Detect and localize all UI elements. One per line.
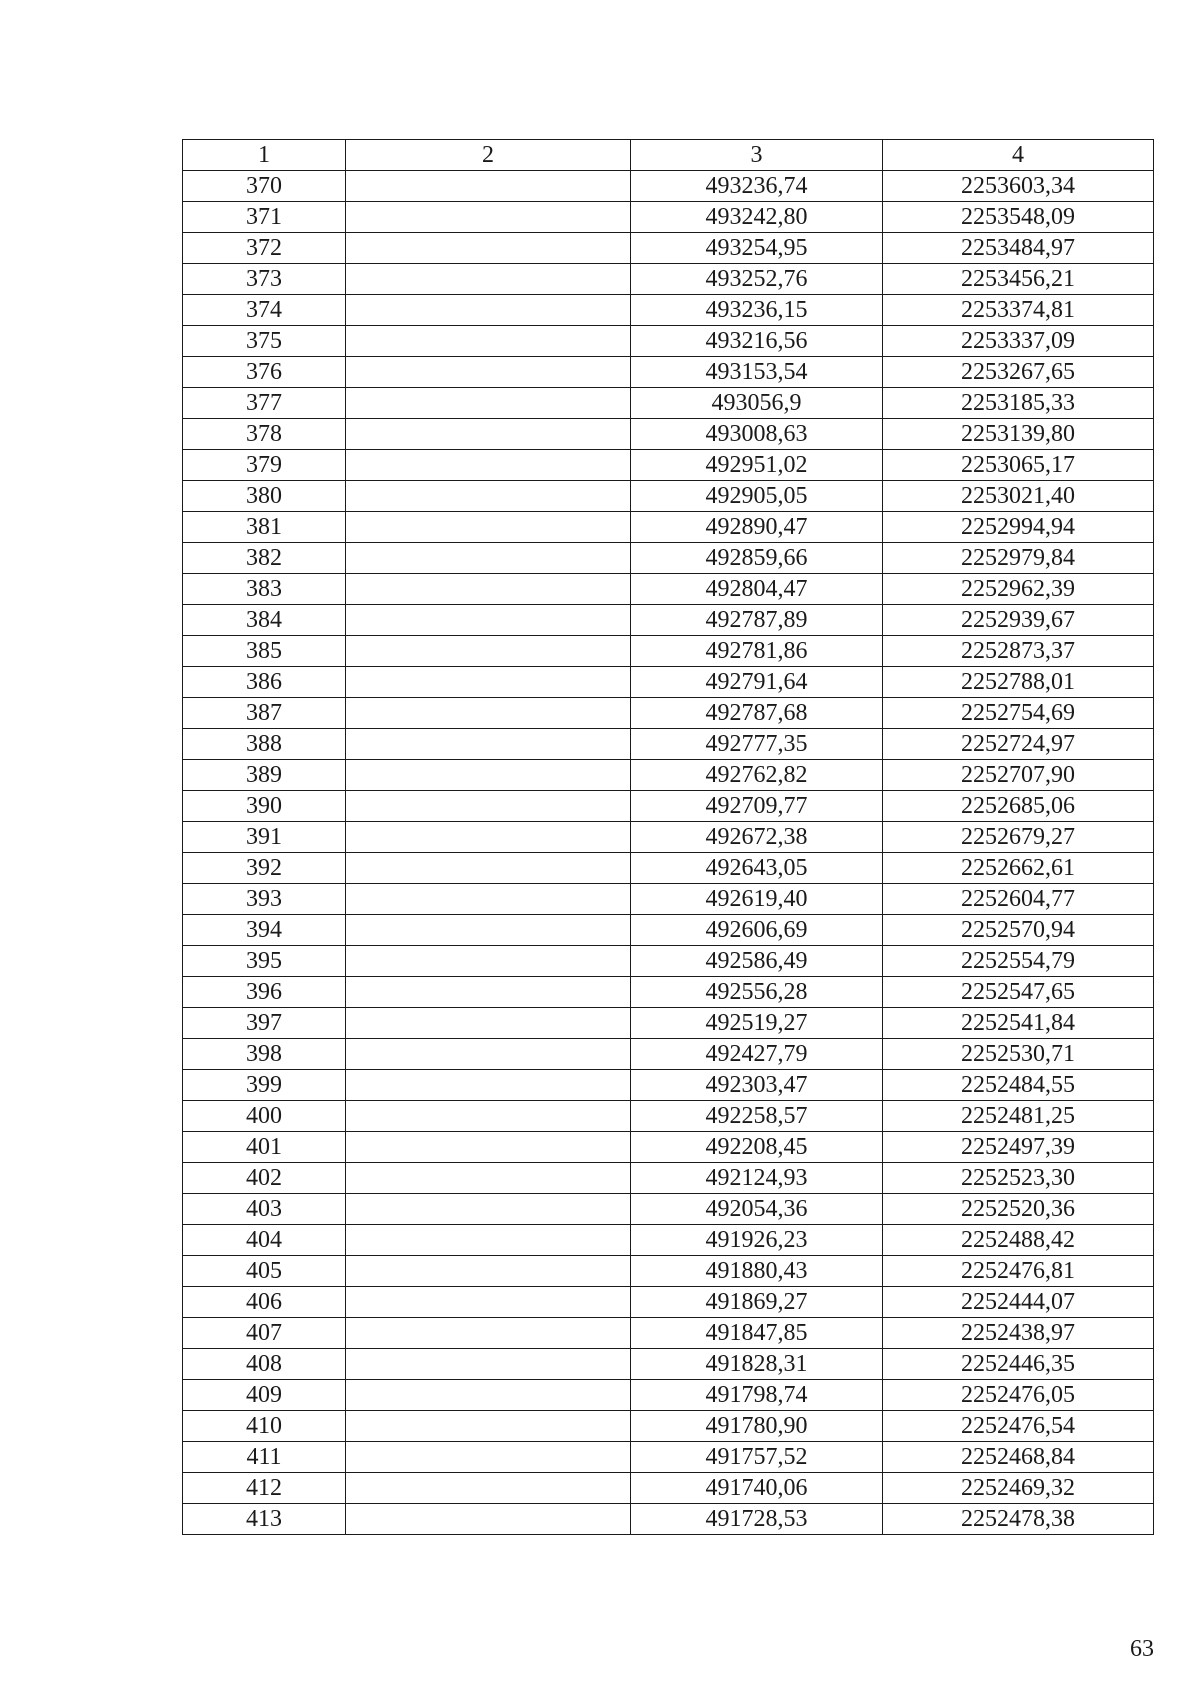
name-cell	[346, 729, 631, 760]
table-row	[183, 698, 1154, 729]
name-cell	[346, 853, 631, 884]
table-row	[183, 1411, 1154, 1442]
y-coordinate-cell: 2252939,67	[883, 605, 1154, 636]
point-number-cell: 378	[183, 419, 346, 450]
name-cell	[346, 1287, 631, 1318]
y-coordinate-cell: 2252446,35	[883, 1349, 1154, 1380]
point-number-cell: 400	[183, 1101, 346, 1132]
table-body	[183, 171, 1154, 1535]
name-cell	[346, 1225, 631, 1256]
point-number-cell: 372	[183, 233, 346, 264]
x-coordinate-cell: 493242,80	[631, 202, 883, 233]
x-coordinate-cell: 492787,68	[631, 698, 883, 729]
y-coordinate-cell: 2252478,38	[883, 1504, 1154, 1535]
x-coordinate-cell: 491926,23	[631, 1225, 883, 1256]
y-coordinate-cell: 2252707,90	[883, 760, 1154, 791]
coordinates-table	[182, 139, 1154, 1535]
x-coordinate-cell: 492427,79	[631, 1039, 883, 1070]
table-row	[183, 853, 1154, 884]
table-row	[183, 1287, 1154, 1318]
name-cell	[346, 1442, 631, 1473]
table-row	[183, 1256, 1154, 1287]
name-cell	[346, 1101, 631, 1132]
x-coordinate-cell: 492054,36	[631, 1194, 883, 1225]
y-coordinate-cell: 2252962,39	[883, 574, 1154, 605]
x-coordinate-cell: 491780,90	[631, 1411, 883, 1442]
x-coordinate-cell: 492672,38	[631, 822, 883, 853]
table-row	[183, 574, 1154, 605]
x-coordinate-cell: 491798,74	[631, 1380, 883, 1411]
point-number-cell: 377	[183, 388, 346, 419]
point-number-cell: 381	[183, 512, 346, 543]
table-row	[183, 202, 1154, 233]
name-cell	[346, 791, 631, 822]
name-cell	[346, 481, 631, 512]
name-cell	[346, 512, 631, 543]
x-coordinate-cell: 492619,40	[631, 884, 883, 915]
x-coordinate-cell: 492519,27	[631, 1008, 883, 1039]
y-coordinate-cell: 2253185,33	[883, 388, 1154, 419]
y-coordinate-cell: 2252438,97	[883, 1318, 1154, 1349]
y-coordinate-cell: 2253603,34	[883, 171, 1154, 202]
point-number-cell: 406	[183, 1287, 346, 1318]
y-coordinate-cell: 2252481,25	[883, 1101, 1154, 1132]
x-coordinate-cell: 492781,86	[631, 636, 883, 667]
name-cell	[346, 419, 631, 450]
point-number-cell: 384	[183, 605, 346, 636]
y-coordinate-cell: 2252468,84	[883, 1442, 1154, 1473]
point-number-cell: 410	[183, 1411, 346, 1442]
y-coordinate-cell: 2252541,84	[883, 1008, 1154, 1039]
x-coordinate-cell: 492709,77	[631, 791, 883, 822]
point-number-cell: 375	[183, 326, 346, 357]
point-number-cell: 404	[183, 1225, 346, 1256]
table-row	[183, 233, 1154, 264]
table-row	[183, 1039, 1154, 1070]
name-cell	[346, 1132, 631, 1163]
table-row	[183, 605, 1154, 636]
point-number-cell: 380	[183, 481, 346, 512]
name-cell	[346, 357, 631, 388]
y-coordinate-cell: 2252476,81	[883, 1256, 1154, 1287]
point-number-cell: 389	[183, 760, 346, 791]
point-number-cell: 373	[183, 264, 346, 295]
table-row	[183, 1380, 1154, 1411]
point-number-cell: 405	[183, 1256, 346, 1287]
point-number-cell: 376	[183, 357, 346, 388]
table-row	[183, 1504, 1154, 1535]
x-coordinate-cell: 493153,54	[631, 357, 883, 388]
table-row	[183, 1101, 1154, 1132]
table-row	[183, 977, 1154, 1008]
x-coordinate-cell: 492905,05	[631, 481, 883, 512]
name-cell	[346, 1318, 631, 1349]
table-row	[183, 884, 1154, 915]
y-coordinate-cell: 2252873,37	[883, 636, 1154, 667]
x-coordinate-cell: 491869,27	[631, 1287, 883, 1318]
point-number-cell: 403	[183, 1194, 346, 1225]
y-coordinate-cell: 2252679,27	[883, 822, 1154, 853]
y-coordinate-cell: 2252476,05	[883, 1380, 1154, 1411]
x-coordinate-cell: 493216,56	[631, 326, 883, 357]
y-coordinate-cell: 2252554,79	[883, 946, 1154, 977]
y-coordinate-cell: 2253139,80	[883, 419, 1154, 450]
x-coordinate-cell: 491757,52	[631, 1442, 883, 1473]
table-row	[183, 1132, 1154, 1163]
table-row	[183, 481, 1154, 512]
y-coordinate-cell: 2252685,06	[883, 791, 1154, 822]
table-row	[183, 791, 1154, 822]
name-cell	[346, 1473, 631, 1504]
y-coordinate-cell: 2252994,94	[883, 512, 1154, 543]
y-coordinate-cell: 2252444,07	[883, 1287, 1154, 1318]
y-coordinate-cell: 2252469,32	[883, 1473, 1154, 1504]
point-number-cell: 379	[183, 450, 346, 481]
x-coordinate-cell: 493252,76	[631, 264, 883, 295]
point-number-cell: 395	[183, 946, 346, 977]
point-number-cell: 382	[183, 543, 346, 574]
x-coordinate-cell: 491828,31	[631, 1349, 883, 1380]
table-row	[183, 946, 1154, 977]
header-col-1: 1	[183, 140, 346, 171]
x-coordinate-cell: 492606,69	[631, 915, 883, 946]
x-coordinate-cell: 492804,47	[631, 574, 883, 605]
x-coordinate-cell: 491847,85	[631, 1318, 883, 1349]
point-number-cell: 412	[183, 1473, 346, 1504]
name-cell	[346, 1256, 631, 1287]
y-coordinate-cell: 2252662,61	[883, 853, 1154, 884]
point-number-cell: 385	[183, 636, 346, 667]
y-coordinate-cell: 2253456,21	[883, 264, 1154, 295]
point-number-cell: 370	[183, 171, 346, 202]
y-coordinate-cell: 2252488,42	[883, 1225, 1154, 1256]
point-number-cell: 397	[183, 1008, 346, 1039]
point-number-cell: 399	[183, 1070, 346, 1101]
name-cell	[346, 1070, 631, 1101]
x-coordinate-cell: 492556,28	[631, 977, 883, 1008]
table-row	[183, 1442, 1154, 1473]
name-cell	[346, 1194, 631, 1225]
x-coordinate-cell: 492208,45	[631, 1132, 883, 1163]
name-cell	[346, 636, 631, 667]
table-row	[183, 1318, 1154, 1349]
y-coordinate-cell: 2252520,36	[883, 1194, 1154, 1225]
point-number-cell: 374	[183, 295, 346, 326]
point-number-cell: 383	[183, 574, 346, 605]
table-row	[183, 357, 1154, 388]
y-coordinate-cell: 2252497,39	[883, 1132, 1154, 1163]
point-number-cell: 411	[183, 1442, 346, 1473]
table-row	[183, 1008, 1154, 1039]
table-row	[183, 636, 1154, 667]
point-number-cell: 371	[183, 202, 346, 233]
name-cell	[346, 1504, 631, 1535]
page-number: 63	[1130, 1636, 1154, 1662]
x-coordinate-cell: 491728,53	[631, 1504, 883, 1535]
x-coordinate-cell: 492890,47	[631, 512, 883, 543]
name-cell	[346, 202, 631, 233]
y-coordinate-cell: 2253021,40	[883, 481, 1154, 512]
table-row	[183, 760, 1154, 791]
point-number-cell: 409	[183, 1380, 346, 1411]
point-number-cell: 413	[183, 1504, 346, 1535]
x-coordinate-cell: 492124,93	[631, 1163, 883, 1194]
table-row	[183, 1163, 1154, 1194]
name-cell	[346, 667, 631, 698]
table-row	[183, 171, 1154, 202]
name-cell	[346, 1008, 631, 1039]
table-row	[183, 729, 1154, 760]
name-cell	[346, 1349, 631, 1380]
point-number-cell: 386	[183, 667, 346, 698]
name-cell	[346, 233, 631, 264]
table-row	[183, 822, 1154, 853]
name-cell	[346, 760, 631, 791]
y-coordinate-cell: 2252570,94	[883, 915, 1154, 946]
point-number-cell: 391	[183, 822, 346, 853]
name-cell	[346, 1163, 631, 1194]
table-row	[183, 264, 1154, 295]
table-row	[183, 419, 1154, 450]
point-number-cell: 393	[183, 884, 346, 915]
y-coordinate-cell: 2252530,71	[883, 1039, 1154, 1070]
x-coordinate-cell: 492791,64	[631, 667, 883, 698]
x-coordinate-cell: 492951,02	[631, 450, 883, 481]
table-row	[183, 388, 1154, 419]
name-cell	[346, 1411, 631, 1442]
point-number-cell: 408	[183, 1349, 346, 1380]
y-coordinate-cell: 2252604,77	[883, 884, 1154, 915]
table-row	[183, 915, 1154, 946]
name-cell	[346, 295, 631, 326]
x-coordinate-cell: 491740,06	[631, 1473, 883, 1504]
point-number-cell: 398	[183, 1039, 346, 1070]
y-coordinate-cell: 2252476,54	[883, 1411, 1154, 1442]
y-coordinate-cell: 2252484,55	[883, 1070, 1154, 1101]
point-number-cell: 387	[183, 698, 346, 729]
y-coordinate-cell: 2253548,09	[883, 202, 1154, 233]
name-cell	[346, 698, 631, 729]
name-cell	[346, 264, 631, 295]
table-row	[183, 1070, 1154, 1101]
table-row	[183, 667, 1154, 698]
x-coordinate-cell: 493236,15	[631, 295, 883, 326]
name-cell	[346, 605, 631, 636]
x-coordinate-cell: 493236,74	[631, 171, 883, 202]
name-cell	[346, 822, 631, 853]
point-number-cell: 390	[183, 791, 346, 822]
x-coordinate-cell: 493008,63	[631, 419, 883, 450]
table-row	[183, 1194, 1154, 1225]
name-cell	[346, 1039, 631, 1070]
y-coordinate-cell: 2253484,97	[883, 233, 1154, 264]
x-coordinate-cell: 492643,05	[631, 853, 883, 884]
point-number-cell: 394	[183, 915, 346, 946]
point-number-cell: 407	[183, 1318, 346, 1349]
y-coordinate-cell: 2253337,09	[883, 326, 1154, 357]
x-coordinate-cell: 492586,49	[631, 946, 883, 977]
name-cell	[346, 946, 631, 977]
table-row	[183, 512, 1154, 543]
y-coordinate-cell: 2252979,84	[883, 543, 1154, 574]
table-row	[183, 543, 1154, 574]
point-number-cell: 392	[183, 853, 346, 884]
x-coordinate-cell: 491880,43	[631, 1256, 883, 1287]
name-cell	[346, 171, 631, 202]
y-coordinate-cell: 2252547,65	[883, 977, 1154, 1008]
point-number-cell: 402	[183, 1163, 346, 1194]
table-row	[183, 1225, 1154, 1256]
y-coordinate-cell: 2252754,69	[883, 698, 1154, 729]
y-coordinate-cell: 2252523,30	[883, 1163, 1154, 1194]
table-row	[183, 1349, 1154, 1380]
header-col-2: 2	[346, 140, 631, 171]
y-coordinate-cell: 2253267,65	[883, 357, 1154, 388]
table-row	[183, 450, 1154, 481]
header-col-4: 4	[883, 140, 1154, 171]
y-coordinate-cell: 2252788,01	[883, 667, 1154, 698]
name-cell	[346, 388, 631, 419]
name-cell	[346, 977, 631, 1008]
x-coordinate-cell: 492762,82	[631, 760, 883, 791]
y-coordinate-cell: 2253374,81	[883, 295, 1154, 326]
name-cell	[346, 326, 631, 357]
point-number-cell: 388	[183, 729, 346, 760]
point-number-cell: 396	[183, 977, 346, 1008]
x-coordinate-cell: 492787,89	[631, 605, 883, 636]
name-cell	[346, 543, 631, 574]
table-row	[183, 295, 1154, 326]
header-col-3: 3	[631, 140, 883, 171]
y-coordinate-cell: 2253065,17	[883, 450, 1154, 481]
name-cell	[346, 1380, 631, 1411]
name-cell	[346, 574, 631, 605]
x-coordinate-cell: 492859,66	[631, 543, 883, 574]
x-coordinate-cell: 492303,47	[631, 1070, 883, 1101]
point-number-cell: 401	[183, 1132, 346, 1163]
x-coordinate-cell: 492258,57	[631, 1101, 883, 1132]
x-coordinate-cell: 492777,35	[631, 729, 883, 760]
table-header-row	[183, 140, 1154, 171]
table-row	[183, 326, 1154, 357]
name-cell	[346, 884, 631, 915]
x-coordinate-cell: 493254,95	[631, 233, 883, 264]
name-cell	[346, 450, 631, 481]
name-cell	[346, 915, 631, 946]
table-row	[183, 1473, 1154, 1504]
y-coordinate-cell: 2252724,97	[883, 729, 1154, 760]
x-coordinate-cell: 493056,9	[631, 388, 883, 419]
